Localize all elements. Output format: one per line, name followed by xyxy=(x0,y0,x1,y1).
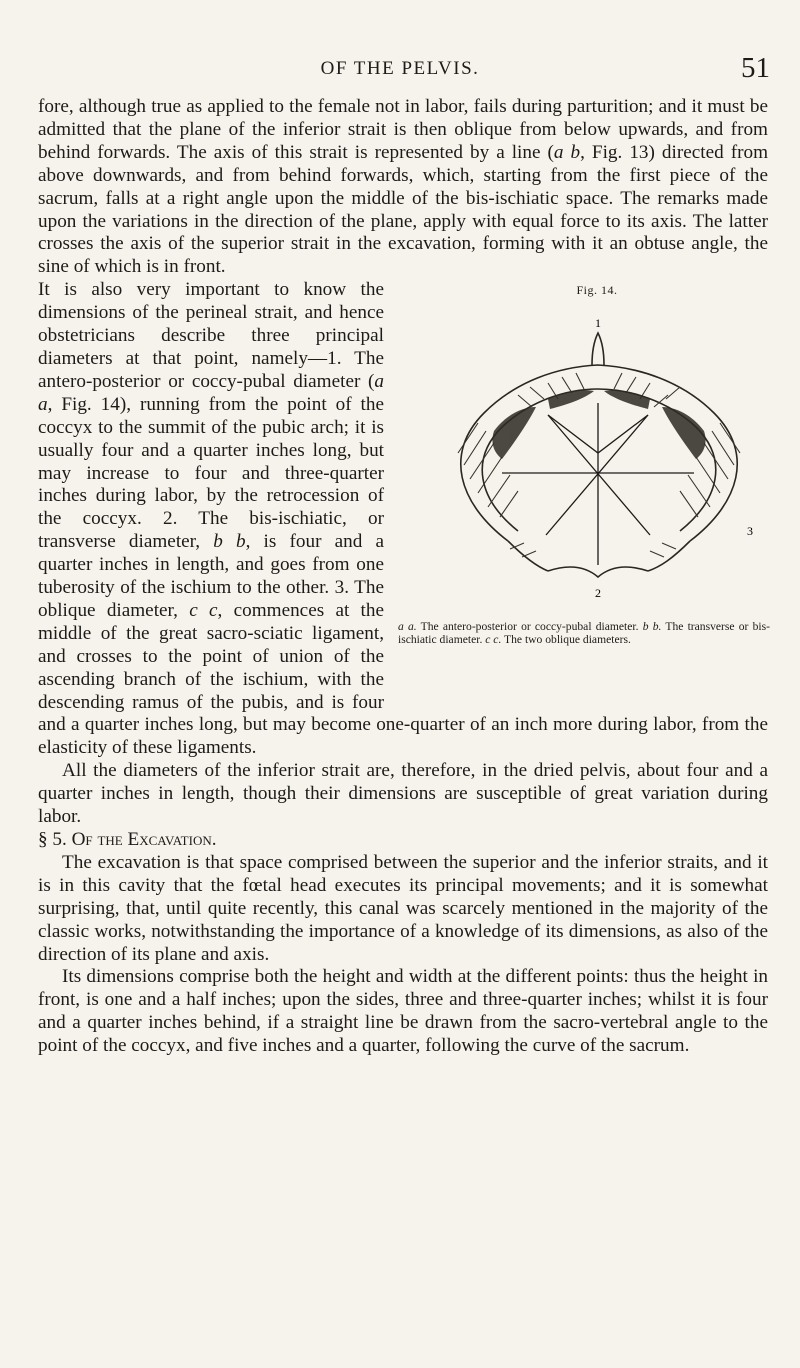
paragraph-2: Fig. 14. 1 3 2 a a. The antero-posterior or coccy-pubal diameter. b b. The transverse or bis-ischiatic diameter. c c. The two oblique diameters. It is also very important to know the dimensions of the perineal strait, and hence obstetricians describe three principal diameters at that point, namely—1. The antero-posterior or coccy-pubal diameter (a a, Fig. 14), running from the point of the coccyx to the summit of the pubic arch; it is usually four and a quarter inches long, but may increase to four and three-quarter inches during labor, by the retrocession of the coccyx. 2. The bis-ischiatic, or transverse diameter, b b, is four and a quarter inches in length, and goes from one tuberosity of the ischium to the other. 3. The oblique diameter, c c, commences at the middle of the great sacro-sciatic ligament, and crosses to the point of union of the ascending branch of the ischium, with the descending ramus of the pubis, and is four and a quarter inches long, but may become one-quarter of an inch more during labor, from the elasticity of these ligaments. xyxy=(38,279,770,759)
paragraph-5: Its dimensions comprise both the height and width at the different points: thus the height in front, is one and a half inches; upon the sides, three and three-quarter inches; whilst it is four and a quarter inches behind, if a straight line be drawn from the sacro-vertebral angle to the point of the coccyx, and five inches and a quarter, following the curve of the sacrum. xyxy=(38,966,768,1057)
paragraph-1: fore, although true as applied to the female not in labor, fails during parturition; and it must be admitted that the plane of the inferior strait is then oblique from below upwards, and from behind forwards. The axis of this strait is represented by a line (a b, Fig. 13) directed from above downwards, and from behind forwards, which, starting from the first piece of the sacrum, falls at a right angle upon the middle of the bis-ischiatic space. The remarks made upon the variations in the direction of the plane, apply with equal force to its axis. The latter crosses the axis of the superior strait in the excavation, forming with it an obtuse angle, the sine of which is in front. xyxy=(38,96,769,278)
figure-14 xyxy=(398,279,768,701)
section-number: § 5. xyxy=(38,829,67,850)
figure-caption: a a. The antero-posterior or coccy-pubal diameter. b b. The transverse or bis-ischiatic diameter. c c. The two oblique diameters. xyxy=(398,620,770,646)
section-heading xyxy=(38,829,768,852)
marker-1: 1 xyxy=(595,316,601,331)
paragraph-4: The excavation is that space comprised between the superior and the inferior straits, and it is in this cavity that the fœtal head executes its principal movements; and it is somewhat surprising, that, until quite recently, this canal was scarcely mentioned in the majority of the classic works, notwithstanding the importance of a knowledge of its dimensions, as also of the direction of its plane and axis. xyxy=(38,851,768,965)
page-header xyxy=(0,52,800,92)
marker-2: 2 xyxy=(595,586,601,601)
section-title: Of the Excavation. xyxy=(71,829,217,850)
marker-3: 3 xyxy=(747,524,753,539)
pelvis-outlet-illustration xyxy=(398,303,770,623)
body-text xyxy=(38,96,768,1058)
running-head: OF THE PELVIS. xyxy=(320,58,480,79)
page-number: 51 xyxy=(741,52,770,84)
figure-label: Fig. 14. xyxy=(576,283,618,298)
paragraph-3: All the diameters of the inferior strait are, therefore, in the dried pelvis, about four and a quarter inches in length, though their dimensions are susceptible of great variation during labor. xyxy=(38,760,768,828)
